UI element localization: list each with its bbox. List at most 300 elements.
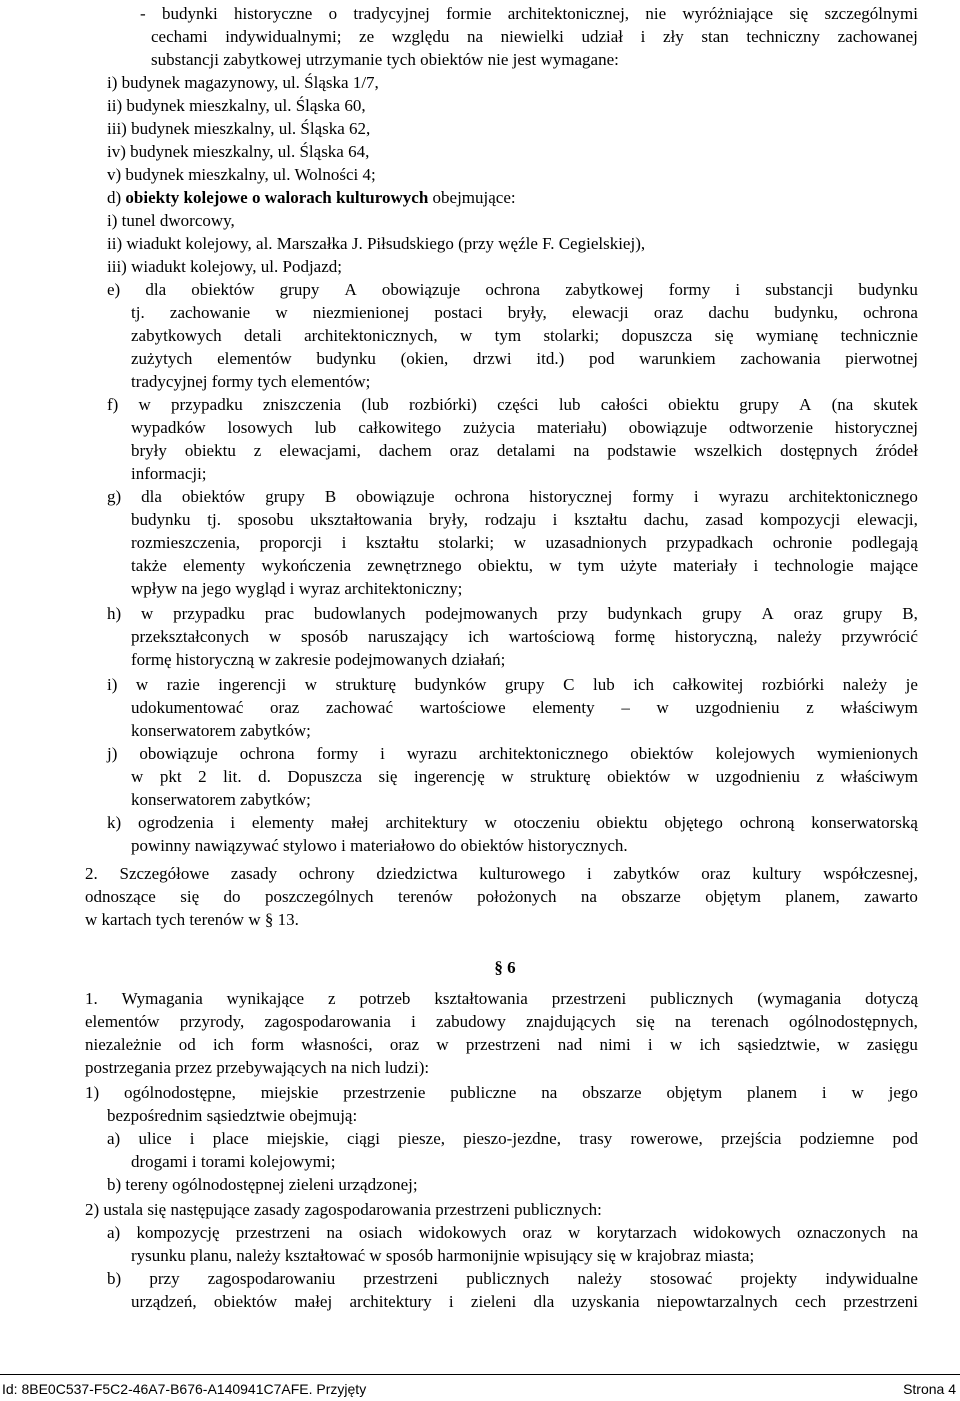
word: rodzaju [484, 510, 536, 529]
word: ochrona [454, 487, 510, 506]
word: planem, [785, 887, 840, 906]
word: obszarze [621, 887, 681, 906]
text-segment: obejmujące: [428, 188, 516, 207]
text-line [85, 1010, 918, 1033]
word: razie [166, 675, 200, 694]
text-line: drogami i torami kolejowymi; [131, 1152, 336, 1171]
word: współczesnej, [823, 864, 918, 883]
word: trasy [579, 1129, 613, 1148]
word: publicznych [650, 989, 734, 1008]
text-line: ii) budynek mieszkalny, ul. Śląska 60, [107, 96, 366, 115]
word: ochroną [739, 813, 795, 832]
word: w [436, 1035, 449, 1054]
section-heading: § 6 [494, 958, 516, 977]
text-line: konserwatorem zabytków; [131, 790, 311, 809]
word: obiektów [181, 487, 246, 506]
word: warunkiem [639, 349, 716, 368]
word: przestrzeni [465, 1035, 541, 1054]
word: sposobu [237, 510, 294, 529]
word: k) [107, 813, 122, 832]
text-line: iii) budynek mieszkalny, ul. Śląska 62, [107, 119, 371, 138]
text-line [131, 531, 918, 554]
word: mające [869, 556, 918, 575]
text-line [131, 1290, 918, 1313]
word: 2. [85, 864, 98, 883]
word: szczególnymi [824, 4, 918, 23]
word: dziedzictwa [376, 864, 458, 883]
word: przestrzeni [551, 989, 627, 1008]
word: ulice [138, 1129, 172, 1148]
word: formie [446, 4, 492, 23]
word: elewacjami, [279, 441, 361, 460]
word: ochrony [298, 864, 355, 883]
word: kształtu [365, 533, 419, 552]
word: w [513, 533, 527, 552]
word: bryły, [429, 510, 469, 529]
word: urządzeń, [131, 1292, 197, 1311]
word: proporcji [259, 533, 322, 552]
text-line [131, 324, 918, 347]
word: w [135, 675, 149, 694]
word: małej [331, 813, 369, 832]
word: podziemne [799, 1129, 875, 1148]
word: je [905, 675, 918, 694]
word: architektonicznych, [304, 326, 438, 345]
word: miejskie [260, 1083, 319, 1102]
word: tj. [131, 303, 145, 322]
word: obiektu [668, 395, 720, 414]
word: lit. [223, 767, 242, 786]
word: na [541, 1083, 558, 1102]
word: zabytkowej [565, 280, 644, 299]
word: (wymagania [757, 989, 842, 1008]
word: niezmienionej [312, 303, 410, 322]
word: z [816, 767, 824, 786]
text-line: powinny nawiązywać stylowo i materiałowo do obiektów historycznych. [131, 836, 628, 855]
word: obiektów [191, 280, 255, 299]
word: odtworzenie [728, 418, 813, 437]
word: sposób [300, 627, 349, 646]
word: stolarki; [438, 533, 495, 552]
word: całości [600, 395, 648, 414]
word: bryły [131, 441, 167, 460]
word: kulturowego [479, 864, 566, 883]
word: zły [662, 27, 684, 46]
word: tym [577, 556, 605, 575]
word: architektonicznego [788, 487, 918, 506]
word: nad [557, 1035, 583, 1054]
word: budynku [316, 349, 376, 368]
word: formy [668, 280, 711, 299]
word: i [552, 510, 558, 529]
word: i [380, 744, 385, 763]
text-line: w kartach tych terenów w § 13. [85, 910, 299, 929]
word: w [138, 395, 151, 414]
word: Szczegółowe [119, 864, 210, 883]
word: i [753, 556, 759, 575]
word: należy [777, 627, 822, 646]
word: kultury [752, 864, 802, 883]
word: formy [632, 487, 674, 506]
word: całkowitego [358, 418, 442, 437]
word: elementy [183, 556, 246, 575]
text-line [107, 186, 516, 209]
word: podlegają [851, 533, 918, 552]
word: architektury [385, 813, 468, 832]
word: elementów [85, 1012, 160, 1031]
word: A [799, 395, 812, 414]
word: w [141, 604, 154, 623]
text-line: 2) ustala się następujące zasady zagospodarowania przestrzeni publicznych: [85, 1200, 602, 1219]
word: budowlanych [313, 604, 406, 623]
word: przypadku [173, 604, 245, 623]
word: ochronie [772, 533, 833, 552]
word: b) [107, 1269, 122, 1288]
word: zewnętrznego [367, 556, 462, 575]
word: Wymagania [121, 989, 203, 1008]
word: itd.) [536, 349, 565, 368]
word: dla [145, 280, 167, 299]
word: osiach [358, 1223, 403, 1242]
word: części [497, 395, 539, 414]
word: całkowitej [672, 675, 744, 694]
word: historyczne [233, 4, 313, 23]
word: ogrodzenia [137, 813, 214, 832]
word: rozbiórki) [408, 395, 477, 414]
word: położonych [477, 887, 557, 906]
word: stan [701, 27, 729, 46]
word: wyróżniające [682, 4, 774, 23]
word: rozbiórki [761, 675, 825, 694]
text-line [107, 1127, 918, 1150]
word: zabytków [613, 864, 680, 883]
text-line [107, 811, 918, 834]
word: ze [359, 27, 375, 46]
word: cechami [151, 27, 208, 46]
word: wszelkich [694, 441, 763, 460]
word: uzgodnieniu [715, 767, 800, 786]
word: z [806, 698, 814, 717]
word: skutek [873, 395, 918, 414]
word: elementy [251, 813, 315, 832]
word: się [635, 1012, 655, 1031]
word: objętym [666, 1083, 723, 1102]
word: dotyczą [865, 989, 918, 1008]
word: wymienionych [816, 744, 918, 763]
word: wykończenia [261, 556, 352, 575]
word: lub [558, 395, 581, 414]
word: bryły, [507, 303, 547, 322]
text-line: informacji; [131, 464, 207, 483]
word: a) [107, 1223, 121, 1242]
word: techniczny [746, 27, 820, 46]
word: się [180, 887, 200, 906]
word: w [460, 326, 473, 345]
word: ich [633, 675, 655, 694]
word: jego [888, 1083, 918, 1102]
word: Dopuszcza [287, 767, 362, 786]
word: niewielki [500, 27, 564, 46]
word: zachowanej [837, 27, 918, 46]
text-line: v) budynek mieszkalny, ul. Wolności 4; [107, 165, 376, 184]
word: materiału) [536, 418, 607, 437]
word: wyrazu [406, 744, 457, 763]
word: pkt [159, 767, 182, 786]
word: budynku [858, 280, 918, 299]
word: wyrazu [718, 487, 769, 506]
word: - [140, 4, 146, 23]
word: o [328, 4, 338, 23]
word: właściwym [840, 698, 918, 717]
text-line [131, 347, 918, 370]
word: przestrzeni [235, 1223, 311, 1242]
word: stolarki; [543, 326, 600, 345]
text-line [85, 862, 918, 885]
text-line: ii) wiadukt kolejowy, al. Marszałka J. Piłsudskiego (przy węźle F. Cegielskiej), [107, 234, 646, 253]
word: obiektu, [477, 556, 534, 575]
word: prac [264, 604, 295, 623]
footer-divider [0, 1374, 960, 1375]
word: 1) [85, 1083, 100, 1102]
text-line [107, 393, 918, 416]
word: dopuszcza [621, 326, 693, 345]
word: indywidualne [825, 1269, 918, 1288]
word: użyte [620, 556, 658, 575]
word: w [686, 767, 700, 786]
word: ciągi [346, 1129, 381, 1148]
word: ochrona [863, 303, 918, 322]
word: niepowtarzalnych [656, 1292, 778, 1311]
word: uzasadnionych [545, 533, 647, 552]
text-line: iii) wiadukt kolejowy, ul. Podjazd; [107, 257, 342, 276]
bold-text: obiekty kolejowe o walorach kulturowych [125, 188, 429, 207]
word: w [549, 556, 562, 575]
word: detali [243, 326, 282, 345]
word: własności, [301, 1035, 373, 1054]
word: objętego [664, 813, 723, 832]
word: strukturę [335, 675, 397, 694]
word: j) [107, 744, 118, 763]
word: na [580, 887, 597, 906]
word: zieleni [470, 1292, 517, 1311]
word: należy [842, 675, 888, 694]
word: publiczne [450, 1083, 517, 1102]
word: zachowania [740, 349, 821, 368]
word: konserwatorską [811, 813, 918, 832]
text-line [85, 885, 918, 908]
word: zniszczenia [262, 395, 342, 414]
word: ukształtowania [310, 510, 413, 529]
word: drzwi [472, 349, 512, 368]
word: na [466, 27, 483, 46]
text-line [131, 301, 918, 324]
word: dachu [708, 303, 749, 322]
word: grupy [739, 395, 779, 414]
word: udokumentować [131, 698, 244, 717]
word: formy [316, 744, 359, 763]
word: w [568, 1223, 581, 1242]
footer-document-id: Id: 8BE0C537-F5C2-46A7-B676-A140941C7AFE. Przyjęty [2, 1381, 367, 1397]
word: d. [258, 767, 271, 786]
word: A [761, 604, 774, 623]
word: (okien, [400, 349, 449, 368]
text-line [140, 2, 918, 25]
word: oraz [522, 1223, 552, 1242]
word: pod [892, 1129, 918, 1148]
word: od [178, 1035, 196, 1054]
word: elementy [532, 698, 595, 717]
text-line [107, 742, 918, 765]
text-line [85, 1033, 918, 1056]
word: lub [314, 418, 337, 437]
word: poszczególnych [264, 887, 374, 906]
word: przy [149, 1269, 180, 1288]
word: wartościową [508, 627, 595, 646]
word: a) [107, 1129, 121, 1148]
word: ogólnodostępnych, [788, 1012, 918, 1031]
word: indywidualnymi; [225, 27, 342, 46]
word: g) [107, 487, 122, 506]
word: przejścia [720, 1129, 782, 1148]
word: oraz [389, 1035, 420, 1054]
word: dachu, [643, 510, 689, 529]
word: grupy [842, 604, 883, 623]
word: i [586, 864, 592, 883]
word: 1. [85, 989, 98, 1008]
word: pod [588, 349, 615, 368]
word: na [901, 1223, 918, 1242]
word: architektonicznej, [507, 4, 630, 23]
word: podejmowanych [425, 604, 538, 623]
text-line: tradycyjnej formy tych elementów; [131, 372, 371, 391]
word: wymianę [755, 326, 819, 345]
word: należy [577, 1269, 622, 1288]
text-line [107, 673, 918, 696]
word: e) [107, 280, 121, 299]
word: z [327, 989, 336, 1008]
text-line: wpływ na jego wygląd i wyraz architektoniczny; [131, 579, 463, 598]
word: na [573, 441, 590, 460]
word: się [714, 326, 734, 345]
word: budynku, [774, 303, 838, 322]
word: zagospodarowaniu [207, 1269, 336, 1288]
word: zachowanie [169, 303, 251, 322]
word: przy [557, 604, 588, 623]
word: obowiązuje [628, 418, 708, 437]
word: wynikające [226, 989, 305, 1008]
text-line [107, 1221, 918, 1244]
word: elewacji [572, 303, 629, 322]
word: oraz [449, 441, 479, 460]
word: podstawie [607, 441, 677, 460]
text-line: b) tereny ogólnodostępnej zieleni urządzonej; [107, 1175, 418, 1194]
word: obszarze [582, 1083, 642, 1102]
word: obowiązuje [381, 280, 461, 299]
word: C [563, 675, 575, 694]
text-line: konserwatorem zabytków; [131, 721, 311, 740]
word: planem [747, 1083, 798, 1102]
word: znajdujących [526, 1012, 616, 1031]
word: dla [141, 487, 162, 506]
word: f) [107, 395, 119, 414]
word: widokowych [692, 1223, 781, 1242]
text-line [131, 696, 918, 719]
text-line: iv) budynek mieszkalny, ul. Śląska 64, [107, 142, 370, 161]
word: w [268, 627, 282, 646]
word: w [304, 675, 318, 694]
word: zabudowy [436, 1012, 506, 1031]
text-line [85, 1081, 918, 1104]
word: w [275, 303, 288, 322]
word: nimi [599, 1035, 631, 1054]
word: cech [794, 1292, 827, 1311]
word: właściwym [840, 767, 918, 786]
word: się [789, 4, 809, 23]
text-line: i) tunel dworcowy, [107, 211, 235, 230]
word: zabytkowych [131, 326, 222, 345]
word: i [821, 1083, 827, 1102]
word: przekształconych [131, 627, 249, 646]
word: piesze, [398, 1129, 445, 1148]
word: rozmieszczenia, [131, 533, 241, 552]
word: w [851, 1083, 864, 1102]
word: nie [645, 4, 667, 23]
word: miejskie, [266, 1129, 329, 1148]
text-line [151, 25, 918, 48]
word: odnoszące [85, 887, 156, 906]
word: oraz [270, 698, 300, 717]
word: widokowych [418, 1223, 507, 1242]
word: dostępnych [780, 441, 858, 460]
text-line: formę historyczną w zakresie podejmowanych działań; [131, 650, 506, 669]
word: grupy [504, 675, 545, 694]
word: w [131, 767, 144, 786]
footer-page-number: Strona 4 [903, 1381, 956, 1397]
word: architektonicznego [478, 744, 609, 763]
word: ich [468, 627, 489, 646]
word: źródeł [875, 441, 918, 460]
word: zasad [705, 510, 744, 529]
word: ingerencji [218, 675, 287, 694]
word: obiektów [213, 1292, 278, 1311]
word: zasięgu [866, 1035, 918, 1054]
word: A [344, 280, 357, 299]
word: h) [107, 604, 122, 623]
text-segment: d) [107, 188, 126, 207]
word: historycznej [529, 487, 613, 506]
word: na [326, 1223, 343, 1242]
word: grupy [702, 604, 742, 623]
word: na [675, 1012, 692, 1031]
word: wypadków [131, 418, 206, 437]
word: grupy [279, 280, 320, 299]
word: oraz [653, 303, 684, 322]
word: kształtu [574, 510, 628, 529]
word: otoczeniu [513, 813, 580, 832]
word: zagospodarowania [264, 1012, 391, 1031]
word: terenach [711, 1012, 769, 1031]
word: obiektu [596, 813, 648, 832]
text-line: i) budynek magazynowy, ul. Śląska 1/7, [107, 73, 379, 92]
word: i [735, 280, 741, 299]
word: w [484, 813, 497, 832]
word: B, [902, 604, 918, 623]
word: budynkach [607, 604, 683, 623]
word: budynku [131, 510, 191, 529]
word: ingerencję [413, 767, 485, 786]
word: grupy [265, 487, 305, 506]
word: udział [581, 27, 624, 46]
